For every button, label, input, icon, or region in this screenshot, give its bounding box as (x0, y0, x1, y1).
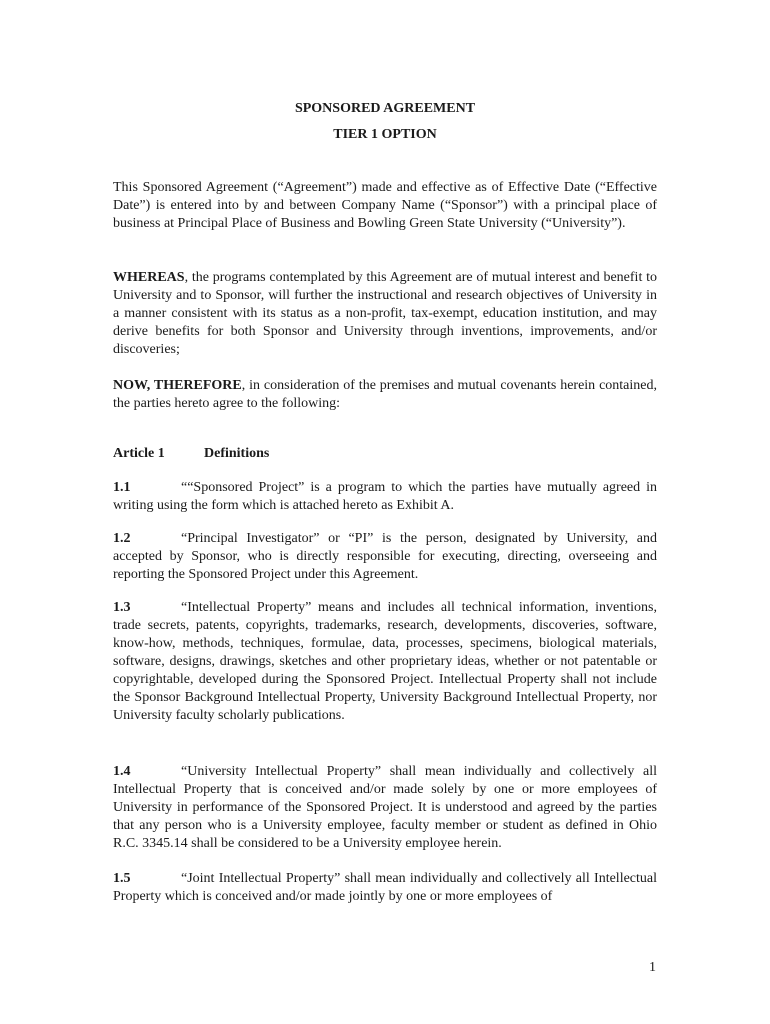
whereas-text: , the programs contemplated by this Agreement are of mutual interest and benefit to University and to Sponsor, will further the instructional and research objectives of University in a manner consistent with its status as a non-profit, tax-exempt, education institution, and may derive benefits for both Sponsor and University through inventions, improvements, and/or discoveries; (113, 270, 657, 357)
section-1-5 (113, 870, 657, 906)
page-number: 1 (649, 960, 656, 975)
section-number: 1.3 (113, 600, 131, 615)
section-number: 1.1 (113, 480, 131, 495)
section-text: “University Intellectual Property” shall mean individually and collectively all Intellectual Property that is conceived and/or made solely by one or more employees of University in performance of the Sponsored Project. It is understood and agreed by the parties that any person who is a University employee, faculty member or student as defined in Ohio R.C. 3345.14 shall be considered to be a University employee herein. (113, 764, 657, 851)
now-therefore-text: , in consideration of the premises and mutual covenants herein contained, the parties hereto agree to the following: (113, 378, 657, 411)
whereas-lead: WHEREAS (113, 270, 185, 285)
section-number: 1.5 (113, 871, 131, 886)
section-1-2 (113, 530, 657, 584)
section-1-4 (113, 763, 657, 853)
article-heading (113, 446, 269, 462)
intro-paragraph: This Sponsored Agreement (“Agreement”) made and effective as of Effective Date (“Effective Date”) is entered into by and between Company Name (“Sponsor”) with a principal place of business at Principal Place of Business and Bowling Green State University (“University”). (113, 180, 657, 231)
section-text: “Principal Investigator” or “PI” is the person, designated by University, and accepted by Sponsor, who is directly responsible for executing, directing, overseeing and reporting the Sponsored Project under this Agreement. (113, 531, 657, 582)
section-number: 1.4 (113, 764, 131, 779)
whereas-paragraph (113, 269, 657, 359)
section-text: “Intellectual Property” means and includes all technical information, inventions, trade secrets, patents, copyrights, trademarks, research, developments, discoveries, software, know-how, methods, techniques, formulae, data, processes, specimens, biological materials, software, designs, drawings, sketches and other proprietary ideas, whether or not patentable or copyrightable, developed during the Sponsored Project. Intellectual Property shall not include the Sponsor Background Intellectual Property, University Background Intellectual Property, nor University faculty scholarly publications. (113, 600, 657, 723)
document-subtitle: TIER 1 OPTION (333, 127, 437, 142)
now-therefore-paragraph (113, 377, 657, 413)
section-1-1 (113, 479, 657, 515)
document-title: SPONSORED AGREEMENT (294, 101, 476, 116)
section-1-3 (113, 599, 657, 725)
section-text: ““Sponsored Project” is a program to which the parties have mutually agreed in writing using the form which is attached hereto as Exhibit A. (113, 480, 657, 513)
now-therefore-lead: NOW, THEREFORE (113, 378, 242, 393)
article-title: Definitions (204, 446, 270, 461)
article-number: Article 1 (113, 446, 165, 461)
section-text: “Joint Intellectual Property” shall mean individually and collectively all Intellectual Property which is conceived and/or made jointly by one or more employees of (113, 871, 657, 904)
section-number: 1.2 (113, 531, 131, 546)
